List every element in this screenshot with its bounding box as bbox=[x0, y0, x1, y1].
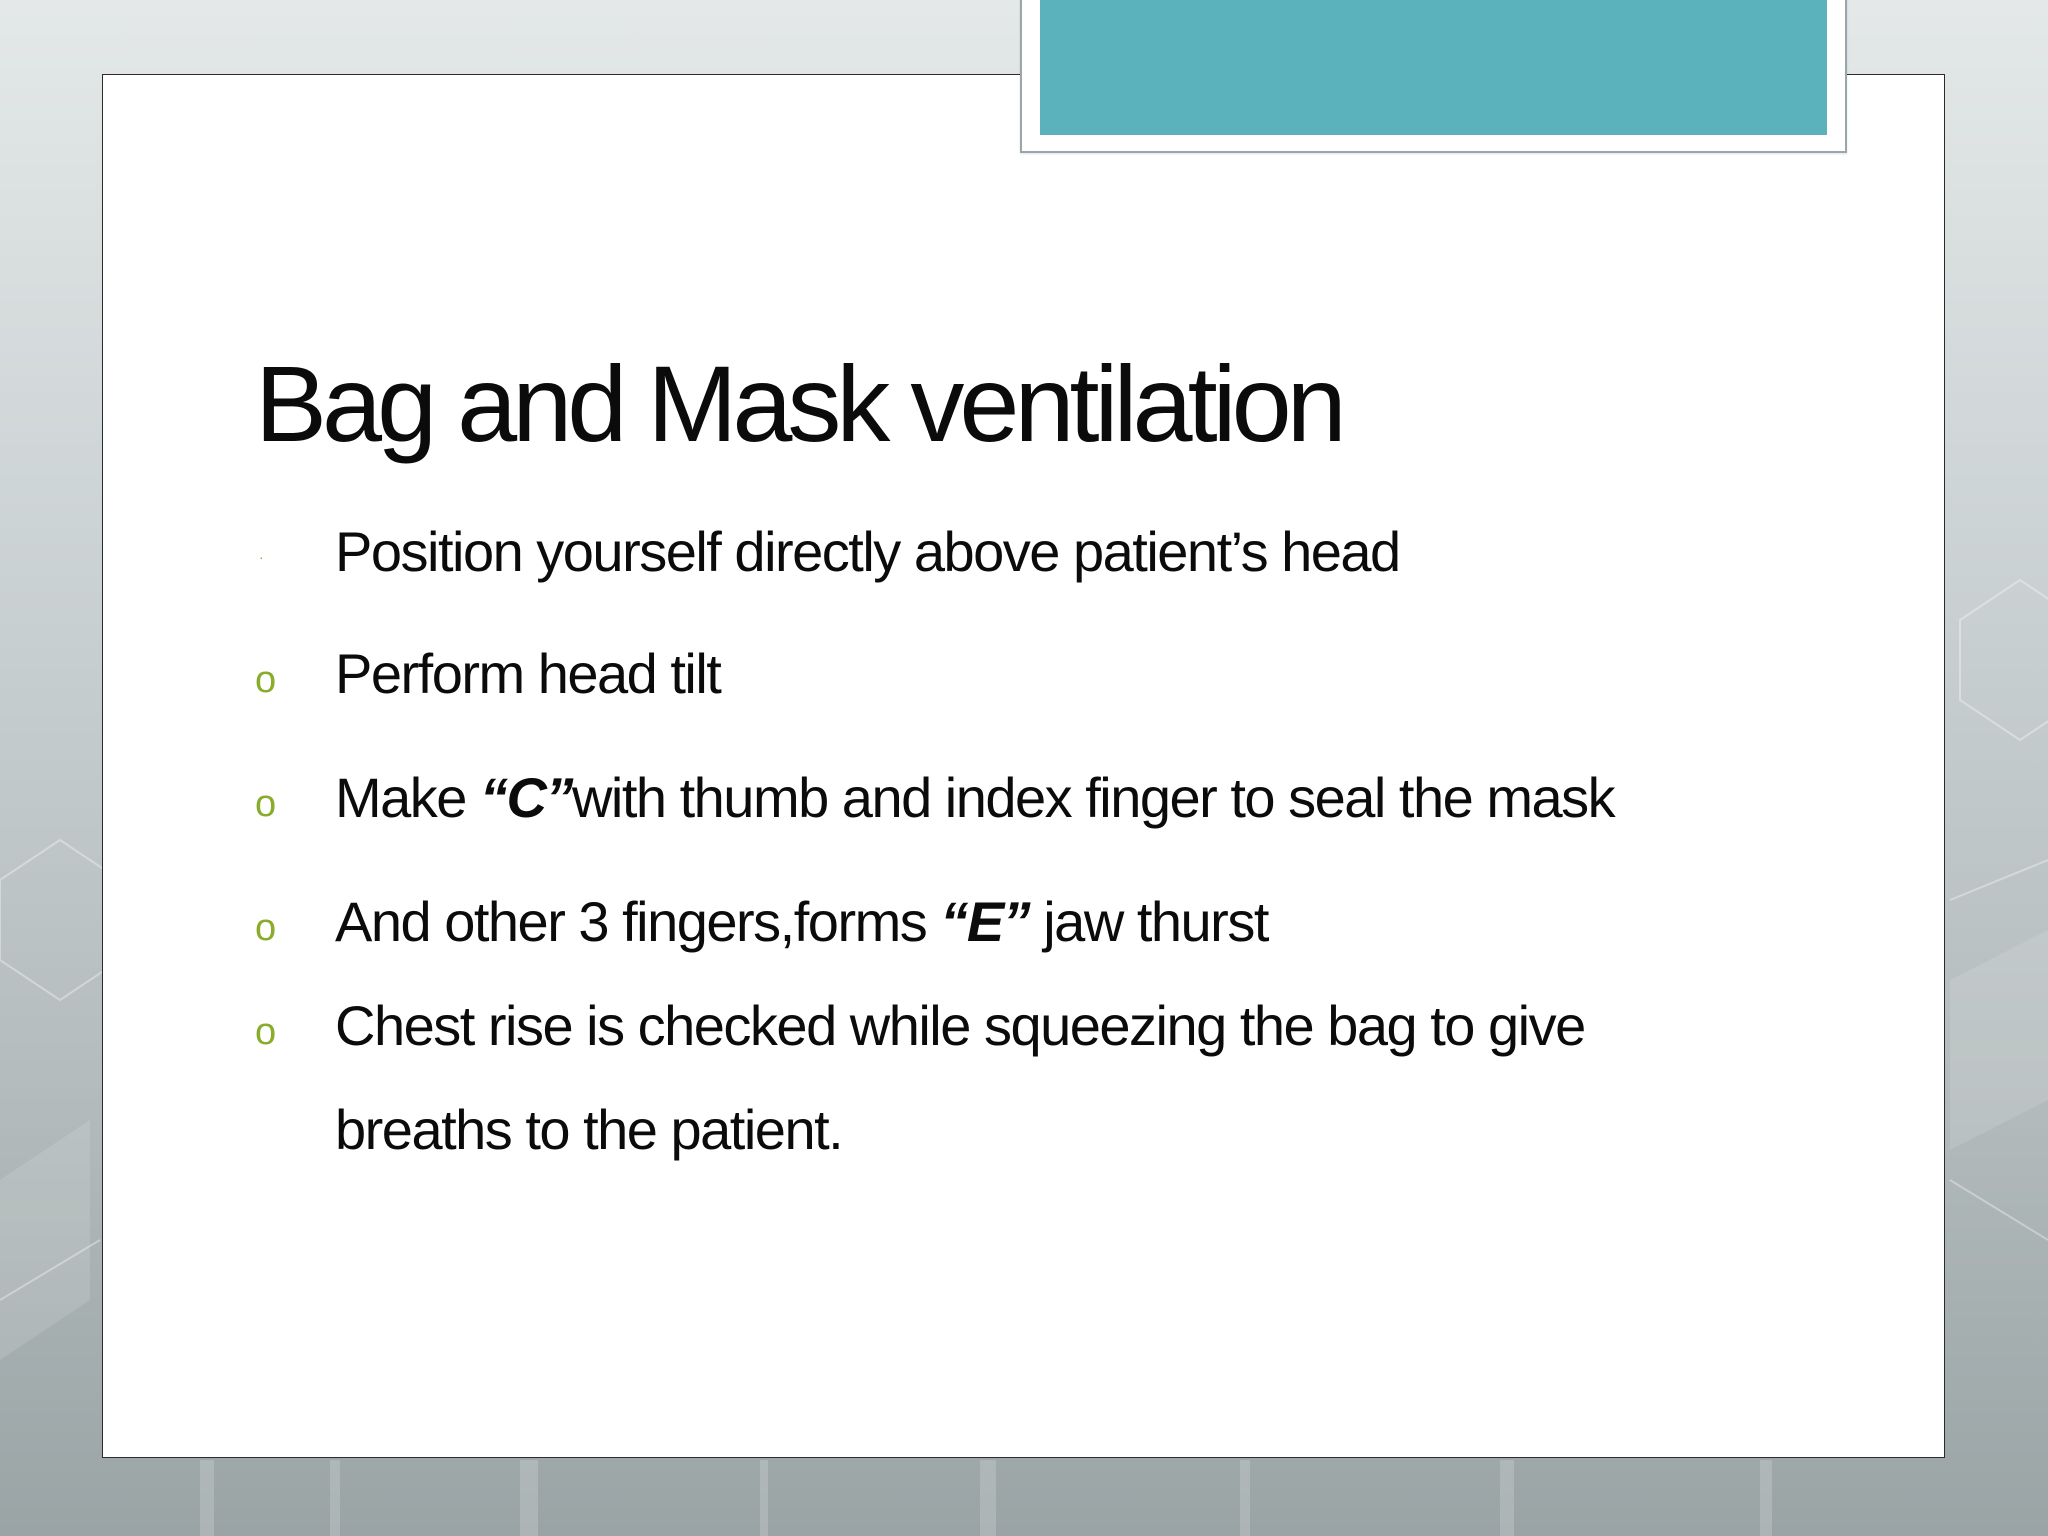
bullet-item bbox=[255, 746, 1855, 850]
bullet-dot-icon: · bbox=[259, 549, 264, 565]
bullet-text: Chest rise is checked while squeezing the bag to give breaths to the patient. bbox=[335, 994, 1585, 1161]
bullet-circle-icon: o bbox=[255, 659, 277, 701]
bullet-emphasis: “E” bbox=[940, 890, 1030, 953]
bullet-text-suffix: with thumb and index finger to seal the mask bbox=[571, 766, 1615, 829]
bullet-item bbox=[255, 622, 1855, 726]
bullet-circle-icon: o bbox=[255, 907, 277, 949]
bullet-list bbox=[255, 500, 1855, 1202]
bullet-circle-icon: o bbox=[255, 783, 277, 825]
title-accent-bar bbox=[1040, 0, 1827, 135]
bullet-text-suffix: jaw thurst bbox=[1029, 890, 1268, 953]
bullet-emphasis: “C” bbox=[480, 766, 572, 829]
slide-title: Bag and Mask ventilation bbox=[255, 343, 1342, 464]
bullet-text-prefix: And other 3 fingers,forms bbox=[335, 890, 941, 953]
bullet-text: Position yourself directly above patient’s head bbox=[335, 520, 1400, 583]
bullet-text-prefix: Make bbox=[335, 766, 480, 829]
bullet-item bbox=[255, 974, 1755, 1182]
bullet-item bbox=[255, 500, 1855, 604]
bullet-text: Perform head tilt bbox=[335, 642, 721, 705]
bullet-item bbox=[255, 870, 1855, 974]
bullet-circle-icon: o bbox=[255, 1011, 277, 1053]
